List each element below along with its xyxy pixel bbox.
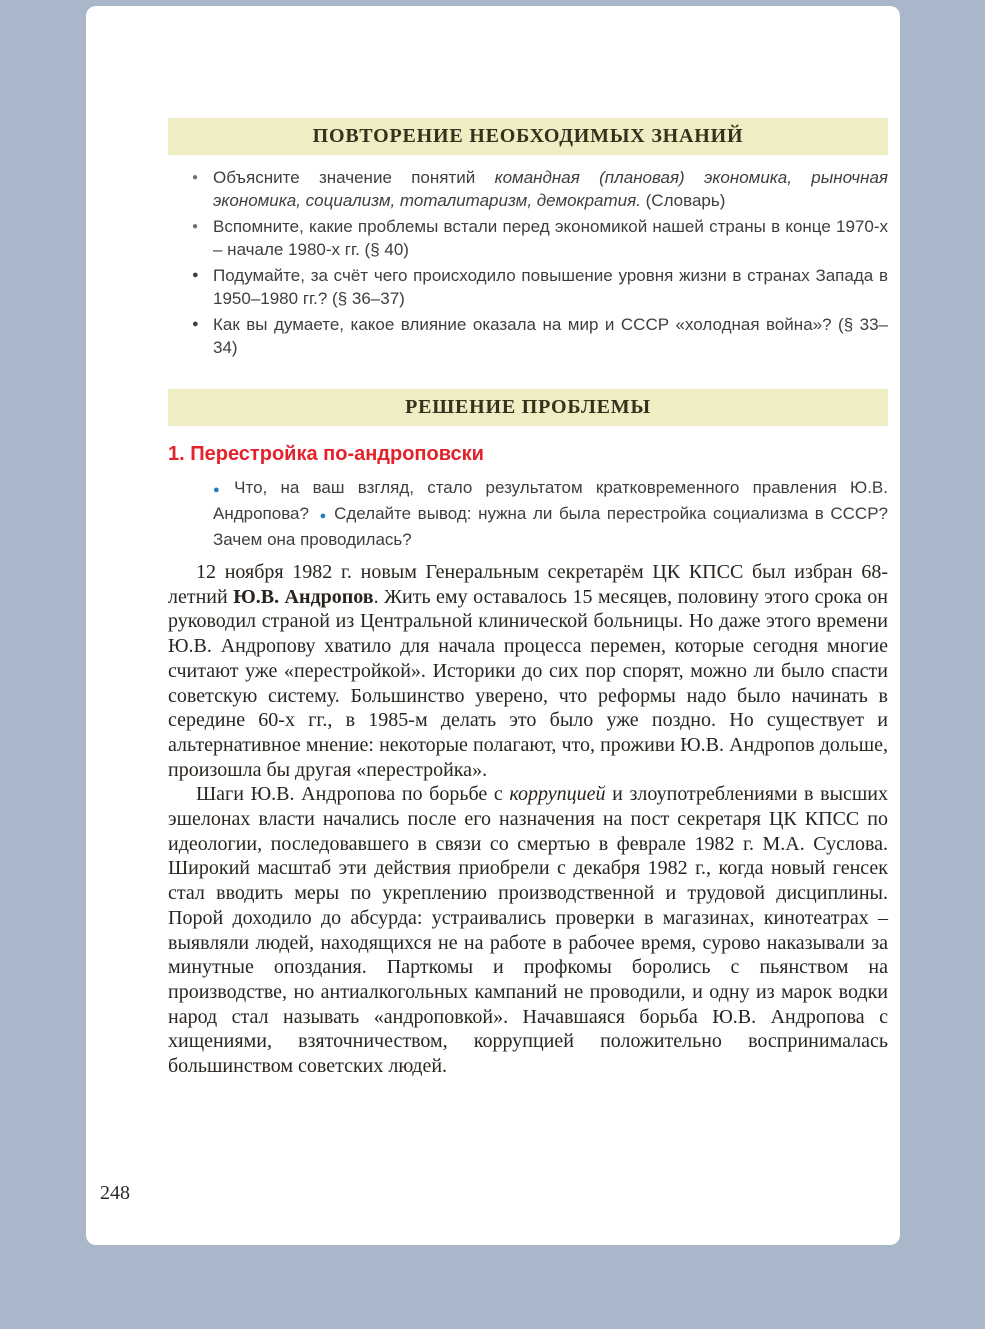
review-banner <box>168 118 888 155</box>
bullet-icon: ● <box>192 172 199 183</box>
page-number: 248 <box>100 1182 130 1204</box>
review-item-1-terms: командная (плановая) экономика, рыночная экономика, социализм, тоталитаризм, демократия. <box>213 168 888 210</box>
review-item-2-text: Вспомните, какие проблемы встали перед экономикой нашей страны в конце 1970-х – начале 1980-х гг. (§ 40) <box>213 217 888 259</box>
body-text <box>168 560 888 1079</box>
review-banner-title: ПОВТОРЕНИЕ НЕОБХОДИМЫХ ЗНАНИЙ <box>312 125 744 147</box>
review-item-2 <box>190 215 888 261</box>
section-heading: 1. Перестройка по-андроповски <box>168 443 484 465</box>
review-item-4-text: Как вы думаете, какое влияние оказала на мир и СССР «холодная война»? (§ 33–34) <box>213 315 888 357</box>
paragraph-2-rest: и злоупотреблениями в высших эшелонах власти начались после его назначения на пост секретаря ЦК КПСС по идеологии, последовавшего в связи со смертью в феврале 1982 г. М.А. Суслова. Широкий масштаб эти действия приобрели с декабря 1982 г., когда новый генсек стал вводить меры по укреплению производственной и трудовой дисциплины. Порой доходило до абсурда: устраивались проверки в магазинах, кинотеатрах – выявляли людей, находящихся не на работе в рабочее время, сурово наказывали за минутные опоздания. Парткомы и профкомы боролись с пьянством на производстве, но антиалкогольных кампаний не проводили, и одну из марок водки народ стал называть «андроповкой». Начавшаяся борьба Ю.В. Андропова с хищениями, взяточничеством, коррупцией положительно воспринималась большинством советских людей. <box>168 783 888 1078</box>
question-2: Сделайте вывод: нужна ли была перестройка социализма в СССР? Зачем она проводилась? <box>213 504 888 549</box>
solution-banner-title: РЕШЕНИЕ ПРОБЛЕМЫ <box>405 396 651 418</box>
review-item-1 <box>190 166 888 212</box>
question-bullet-icon: ● <box>319 510 329 522</box>
solution-banner <box>168 389 888 426</box>
question-bullet-icon: ● <box>213 484 229 496</box>
review-item-1-lead: Объясните значение понятий <box>213 168 495 187</box>
section-questions <box>213 476 888 551</box>
question-1: Что, на ваш взгляд, стало результатом кратковременного правления Ю.В. Андропова? <box>213 478 888 523</box>
paragraph-2-lead: Шаги Ю.В. Андропова по борьбе с <box>196 783 510 806</box>
paragraph-1 <box>168 560 888 782</box>
textbook-page <box>86 6 900 1245</box>
review-item-3 <box>190 264 888 310</box>
review-item-3-text: Подумайте, за счёт чего происходило повышение уровня жизни в странах Запада в 1950–1980 гг.? (§ 36–37) <box>213 266 888 308</box>
paragraph-1-lead: 12 ноября 1982 г. новым Генеральным секретарём ЦК КПСС был избран 68-летний <box>168 561 888 608</box>
page-content <box>168 6 888 1079</box>
review-item-1-tail: (Словарь) <box>640 191 726 210</box>
paragraph-2-italic-term: коррупцией <box>509 783 606 806</box>
bullet-icon: ● <box>192 221 199 232</box>
bullet-icon: ● <box>192 318 199 330</box>
review-question-list <box>168 166 888 359</box>
paragraph-2 <box>168 782 888 1078</box>
bullet-icon: ● <box>192 269 199 281</box>
paragraph-1-rest: . Жить ему оставалось 15 месяцев, половину этого срока он руководил страной из Центральной клинической больницы. Но даже этого времени Ю.В. Андропову хватило для начала процесса перемен, которые сегодня многие считают уже «перестройкой». Историки до сих пор спорят, можно ли было спасти советскую систему. Большинство уверено, что реформы надо было начинать в середине 60-х гг., в 1985-м делать это было уже поздно. Но существует и альтернативное мнение: некоторые полагают, что, проживи Ю.В. Андропов дольше, произошла бы другая «перестройка». <box>168 585 888 781</box>
review-item-4 <box>190 313 888 359</box>
paragraph-1-bold-name: Ю.В. Андропов <box>233 585 374 608</box>
